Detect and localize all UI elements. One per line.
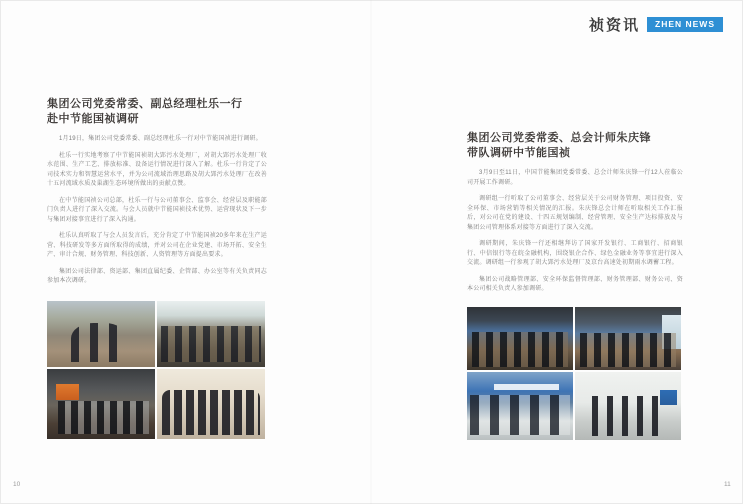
article-left-title — [47, 97, 267, 126]
page-gutter — [370, 0, 372, 504]
article-left — [47, 97, 267, 294]
paragraph: 杜乐认真听取了与会人员发言后，充分肯定了中节能国祯20多年来在生产运营、科技研发等多方面所取得的成绩，并对公司在企业党建、市场开拓、安全生产、审计合规、财务管理、科技创新、人资管理等方面提出要求。 — [47, 233, 267, 258]
photo-conference-1 — [467, 307, 573, 370]
photo-meeting-room-2 — [47, 369, 155, 439]
masthead — [589, 14, 723, 35]
article-right-body — [467, 169, 683, 295]
paragraph: 集团公司战略管理部、安全环保监督管理部、财务管理部、财务公司、资本公司相关负责人参加调研。 — [467, 276, 683, 292]
page-number-left: 10 — [13, 481, 21, 488]
zhen-news-badge: ZHEN NEWS — [647, 17, 723, 32]
photo-conference-2 — [575, 307, 681, 370]
article-right — [467, 131, 683, 302]
page-number-right: 11 — [724, 481, 731, 488]
photo-bank-meeting — [467, 372, 573, 440]
paragraph: 调研期间，朱庆锋一行还相继拜访了国家开发银行、工商银行、招商银行、中信银行等在皖金融机构，围绕银企合作、绿色金融业务等事宜进行深入交流。调研组一行参观了胡大郢污水处理厂及京台高速处初期雨水调蓄工程。 — [467, 241, 683, 266]
paragraph: 1月19日，集团公司党委常委、副总经理杜乐一行对中节能国祯进行调研。 — [59, 136, 262, 142]
article-right-title — [467, 131, 683, 160]
photo-outdoor-site-visit — [47, 301, 155, 367]
paragraph: 杜乐一行实地考察了中节能国祯胡大郢污水处理厂，对胡大郢污水处理厂收水范围、生产工艺、排放标准、设备运行情况进行深入了解。杜乐一行肯定了公司技术实力和智慧运营水平，并为公司流域治理思路及胡大郢污水处理厂在改善十五河流域水质及巢湖生态环境所做出的贡献点赞。 — [47, 152, 267, 187]
article-left-title-line1: 集团公司党委常委、副总经理杜乐一行 — [47, 98, 243, 110]
paragraph: 在中节能国祯公司总部，杜乐一行与公司董事会、监事会、经营层及职能部门负责人进行了深入交流。与会人员就中节能国祯技术优势、运营现状及下一步与集团对接事宜进行了深入沟通。 — [47, 197, 267, 223]
photo-group-portrait — [157, 369, 265, 439]
article-left-title-line2: 赴中节能国祯调研 — [47, 112, 139, 125]
photo-grid-left — [47, 301, 265, 439]
article-right-title-line2: 带队调研中节能国祯 — [467, 146, 571, 159]
paragraph: 集团公司法律部、资运部、集团直属纪委、企管部、办公室等有关负责同志参加本次调研。 — [47, 268, 267, 284]
paragraph: 调研组一行听取了公司董事会、经营层关于公司财务管理、项目投资、安全环保、市场营销等相关情况的汇报。朱庆锋总会计师在听取相关工作汇报后，对公司在党的建设、十四五规划编制、经营管理、安全生产达标排放及与集团公司管理体系对接等方面进行了深入交流。 — [467, 196, 683, 231]
paragraph: 3月9日至11日，中国节能集团党委常委、总会计师朱庆锋一行12人莅临公司开展工作调研。 — [467, 170, 683, 186]
photo-control-room-tour — [575, 372, 681, 440]
photo-meeting-room-1 — [157, 301, 265, 367]
brand-title: 祯资讯 — [588, 16, 640, 34]
photo-grid-right — [467, 307, 681, 440]
article-left-body — [47, 135, 267, 287]
article-right-title-line1: 集团公司党委常委、总会计师朱庆锋 — [467, 132, 651, 144]
